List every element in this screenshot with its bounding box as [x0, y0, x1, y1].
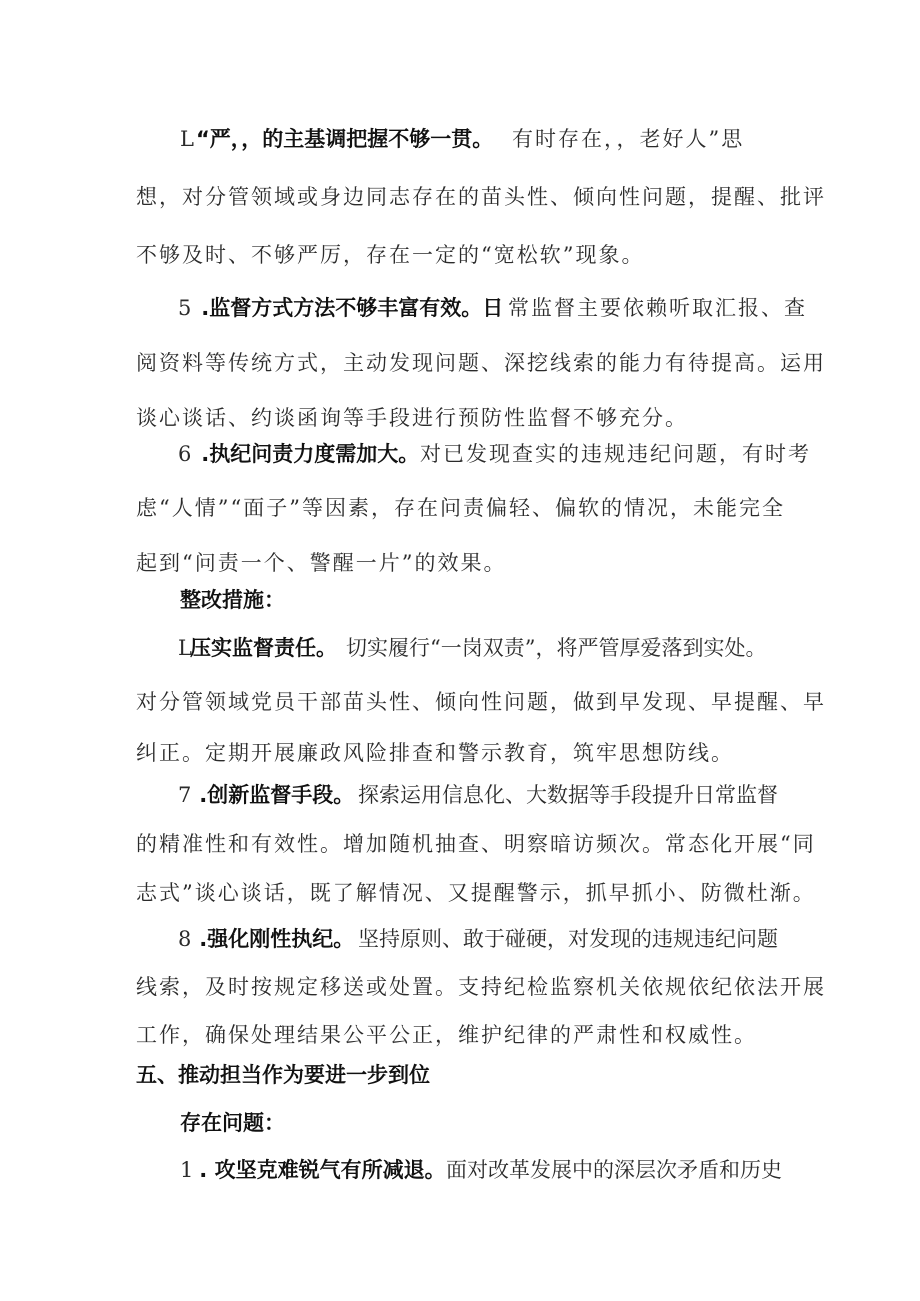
paragraph-text: 探索运用信息化、大数据等手段提升日常监督 [358, 783, 778, 807]
paragraph-line [0, 401, 920, 435]
paragraph-text: 纠正。定期开展廉政风险排查和警示教育，筑牢思想防线。 [136, 741, 734, 765]
paragraph-line [0, 631, 920, 665]
subheading-line [0, 583, 920, 617]
section-heading: 五、推动担当作为要进一步到位 [136, 1063, 430, 1087]
paragraph-text: 对分管领域党员干部苗头性、倾向性问题，做到早发现、早提醒、早 [136, 690, 826, 714]
item-heading: “严，，的主基调把握不够一贯。 [196, 127, 494, 151]
subheading-problems: 存在问题： [180, 1111, 285, 1135]
paragraph-line [0, 827, 920, 861]
paragraph-line [0, 922, 920, 956]
paragraph-text: 阅资料等传统方式，主动发现问题、深挖线索的能力有待提高。运用 [136, 351, 826, 375]
paragraph-text: 虑“人情”“面子”等因素，存在问责偏轻、偏软的情况，未能完全 [136, 496, 785, 520]
paragraph-line [0, 491, 920, 525]
item-heading: .创新监督手段。 [192, 783, 355, 807]
paragraph-line [0, 546, 920, 580]
paragraph-line [0, 238, 920, 272]
paragraph-text: 常监督主要依赖听取汇报、查 [508, 296, 807, 320]
subheading-line [0, 1106, 920, 1140]
paragraph-line [0, 876, 920, 910]
paragraph-text: 工作，确保处理结果公平公正，维护纪律的严肃性和权威性。 [136, 1023, 757, 1047]
paragraph-text: 线索，及时按规定移送或处置。支持纪检监察机关依规依纪依法开展 [136, 975, 826, 999]
item-number: 8 [178, 927, 192, 951]
paragraph-line [0, 180, 920, 214]
paragraph-text: 的精准性和有效性。增加随机抽查、明察暗访频次。常态化开展“同 [136, 832, 816, 856]
item-heading: 压实监督责任。 [190, 636, 337, 660]
paragraph-line [0, 122, 920, 156]
paragraph-text: 谈心谈话、约谈函询等手段进行预防性监督不够充分。 [136, 406, 688, 430]
subheading-rectification: 整改措施： [180, 588, 285, 612]
paragraph-text: 想，对分管领域或身边同志存在的苗头性、倾向性问题，提醒、批评 [136, 185, 826, 209]
item-heading: .强化刚性执纪。 [192, 927, 355, 951]
paragraph-text: 切实履行“一岗双责”，将严管厚爱落到实处。 [346, 636, 767, 660]
paragraph-line [0, 291, 920, 325]
paragraph-text: 志式”谈心谈话，既了解情况、又提醒警示，抓早抓小、防微杜渐。 [136, 881, 816, 905]
item-number: 5 [178, 296, 192, 320]
item-marker: L [180, 127, 194, 151]
item-number: 7 [178, 783, 192, 807]
paragraph-line [0, 437, 920, 471]
item-number: 1 [180, 1158, 194, 1182]
paragraph-line [0, 1018, 920, 1052]
paragraph-line [0, 778, 920, 812]
item-heading: .执纪问责力度需加大。 [194, 442, 420, 466]
paragraph-line [0, 346, 920, 380]
paragraph-text: 对已发现查实的违规违纪问题，有时考 [420, 442, 811, 466]
section-heading-line [0, 1058, 920, 1092]
paragraph-text: 不够及时、不够严厉，存在一定的“宽松软”现象。 [136, 243, 645, 267]
paragraph-text: 起到“问责一个、警醒一片”的效果。 [136, 551, 507, 575]
item-marker: L [178, 636, 192, 660]
paragraph-line [0, 736, 920, 770]
item-number: 6 [178, 442, 192, 466]
paragraph-text: 有时存在，，老好人”思 [512, 127, 745, 151]
paragraph-text: 面对改革发展中的深层次矛盾和历史 [446, 1158, 782, 1182]
paragraph-text: 坚持原则、敢于碰硬，对发现的违规违纪问题 [358, 927, 778, 951]
item-heading: . 攻坚克难锐气有所减退。 [192, 1158, 446, 1182]
paragraph-line [0, 1153, 920, 1187]
paragraph-line [0, 685, 920, 719]
paragraph-line [0, 970, 920, 1004]
item-heading: .监督方式方法不够丰富有效。日 [194, 296, 504, 320]
